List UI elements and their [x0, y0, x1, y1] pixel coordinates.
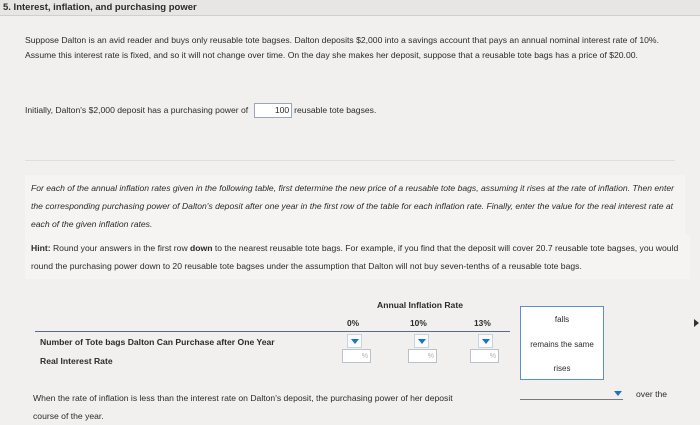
hint-text-1: Round your answers in the first row	[50, 243, 191, 253]
sentence-after: over the	[636, 389, 668, 399]
hint-label: Hint:	[31, 243, 51, 253]
purchasing-power-text: Initially, Dalton's $2,000 deposit has a purchasing power of	[25, 105, 249, 115]
row-label-purchase: Number of Tote bags Dalton Can Purchase after One Year	[40, 337, 275, 347]
option-remains-same[interactable]: remains the same	[530, 340, 594, 349]
sentence-before: When the rate of inflation is less than the interest rate on Dalton's deposit, the purchasing power of her deposit	[33, 393, 453, 403]
option-rises[interactable]: rises	[553, 364, 571, 373]
purchase-0-dropdown[interactable]	[347, 334, 362, 348]
sentence-continuation: course of the year.	[33, 411, 104, 421]
real-rate-0-input[interactable]: %	[342, 349, 371, 363]
hint-text-2: to the nearest reusable tote bags. For example, if you find that the deposit will cover 20.7 reusable tote bagses, you would round the purchasing power down to 20 reusable tote bagses under the assumption that Dalton will not buy seven-tenths of a reusable tote bags.	[31, 243, 679, 271]
row-label-real-rate: Real Interest Rate	[40, 356, 113, 366]
purchasing-power-input[interactable]: 100	[254, 103, 292, 118]
hint-panel	[25, 235, 690, 279]
purchase-10-dropdown[interactable]	[414, 334, 429, 348]
question-title: 5. Interest, inflation, and purchasing power	[0, 0, 700, 16]
chevron-down-icon[interactable]	[614, 391, 622, 396]
real-rate-10-input[interactable]: %	[408, 349, 437, 363]
real-rate-13-input[interactable]: %	[470, 349, 499, 363]
chevron-right-icon	[694, 319, 699, 327]
option-falls[interactable]: falls	[554, 315, 570, 324]
dropdown-options-list	[520, 306, 604, 380]
conclusion-sentence	[33, 389, 673, 425]
section-divider	[25, 160, 675, 161]
purchasing-power-unit: reusable tote bagses.	[294, 105, 377, 115]
purchase-13-dropdown[interactable]	[478, 334, 493, 348]
table-heading: Annual Inflation Rate	[377, 300, 463, 310]
column-header-10: 10%	[410, 318, 427, 328]
instructions-panel: For each of the annual inflation rates given in the following table, first determine the new price of a reusable tote bags, assuming it rises at the rate of inflation. Then enter the corresponding purchasing power of Dalton's deposit after one year in the first row of the table for each inflation rate. Finally, enter the value for the real interest rate at each of the given inflation rates.	[25, 175, 685, 237]
sentence-blank-dropdown[interactable]	[520, 399, 623, 400]
column-header-0: 0%	[347, 318, 360, 328]
purchasing-power-line	[25, 103, 680, 118]
table-header-rule	[35, 331, 510, 332]
column-header-13: 13%	[474, 318, 491, 328]
intro-paragraph: Suppose Dalton is an avid reader and buys only reusable tote bagses. Dalton deposits $2,000 into a savings account that pays an annual nominal interest rate of 10%. Assume this interest rate is fixed, and so it will not change over time. On the day she makes her deposit, suppose that a reusable tote bags has a price of $20.00.	[25, 35, 659, 60]
hint-bold: down	[190, 243, 213, 253]
